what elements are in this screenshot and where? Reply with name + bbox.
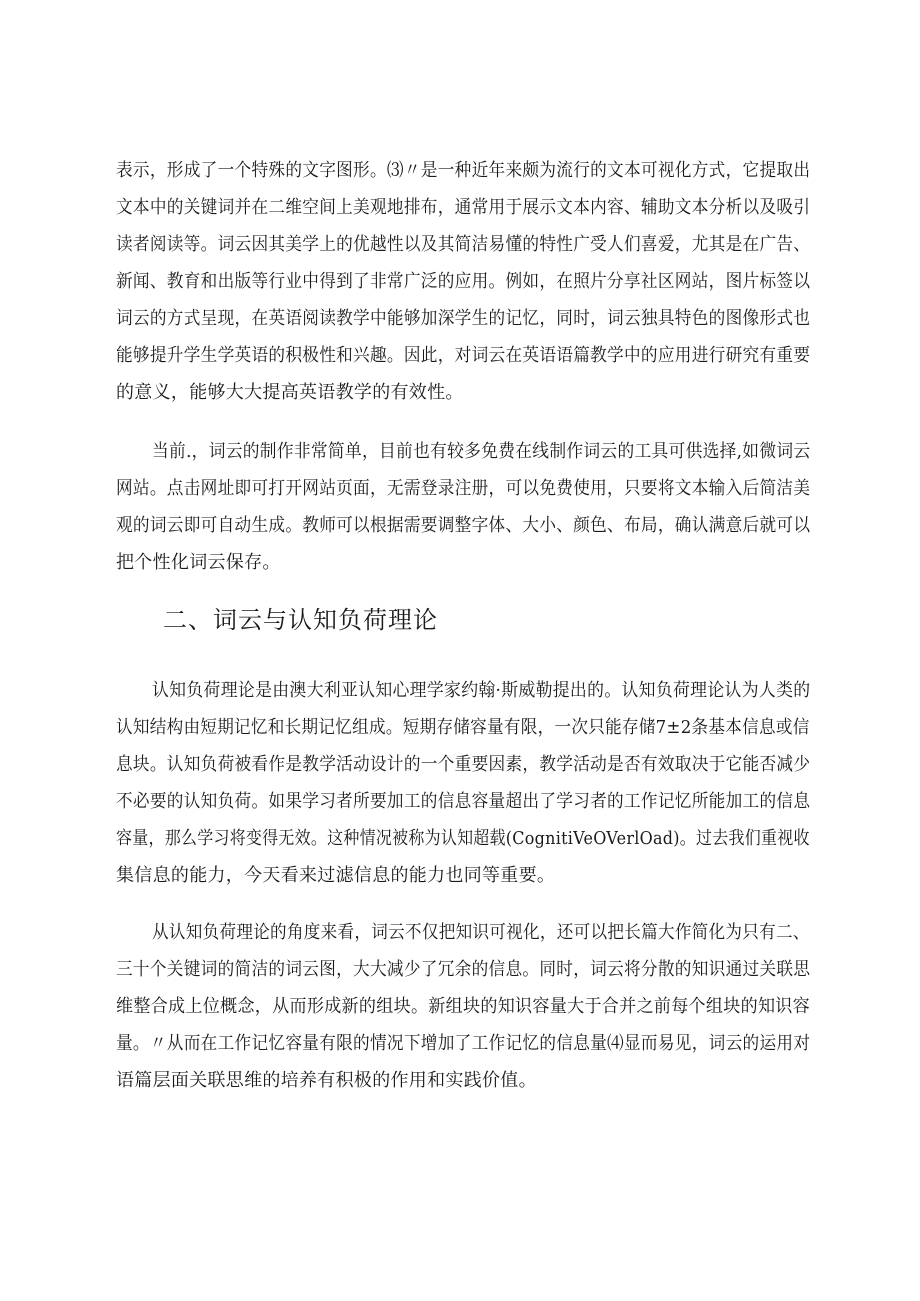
section-heading: 二、词云与认知负荷理论 <box>163 606 438 634</box>
paragraph-line: 容量，那么学习将变得无效。这种情况被称为认知超载(CognitiVeOVerlOad)。过去我们重视收 <box>116 828 810 849</box>
paragraph-line: 量。〃从而在工作记忆容量有限的情况下增加了工作记忆的信息量⑷显而易见，词云的运用对 <box>116 1033 811 1054</box>
paragraph-line: 认知结构由短期记忆和长期记忆组成。短期存储容量有限，一次只能存储7±2条基本信息或信 <box>116 717 810 738</box>
paragraph-line: 把个性化词云保存。 <box>116 552 281 573</box>
paragraph-line: 当前.，词云的制作非常简单，目前也有较多免费在线制作词云的工具可供选择,如微词云 <box>152 441 811 462</box>
paragraph-line: 能够提升学生学英语的积极性和兴趣。因此，对词云在英语语篇教学中的应用进行研究有重要 <box>116 345 811 366</box>
paragraph-line: 读者阅读等。词云因其美学上的优越性以及其简洁易懂的特性广受人们喜爱，尤其是在广告、 <box>116 234 811 255</box>
paragraph-line: 文本中的关键词并在二维空间上美观地排布，通常用于展示文本内容、辅助文本分析以及吸引 <box>116 197 811 218</box>
paragraph-line: 从认知负荷理论的角度来看，词云不仅把知识可视化，还可以把长篇大作简化为只有二、 <box>152 922 810 943</box>
paragraph-line: 集信息的能力，今天看来过滤信息的能力也同等重要。 <box>116 865 556 886</box>
paragraph-line: 新闻、教育和出版等行业中得到了非常广泛的应用。例如，在照片分享社区网站，图片标签以 <box>116 271 811 292</box>
paragraph-line: 语篇层面关联思维的培养有积极的作用和实践价值。 <box>116 1070 537 1091</box>
paragraph-line: 不必要的认知负荷。如果学习者所要加工的信息容量超出了学习者的工作记忆所能加工的信息 <box>116 791 811 812</box>
paragraph-line: 观的词云即可自动生成。教师可以根据需要调整字体、大小、颜色、布局，确认满意后就可以 <box>116 515 811 536</box>
paragraph-line: 息块。认知负荷被看作是教学活动设计的一个重要因素，教学活动是否有效取决于它能否减少 <box>116 754 811 775</box>
paragraph-line: 认知负荷理论是由澳大利亚认知心理学家约翰·斯威勒提出的。认知负荷理论认为人类的 <box>152 680 811 701</box>
paragraph-line: 词云的方式呈现，在英语阅读教学中能够加深学生的记忆，同时，词云独具特色的图像形式也 <box>116 308 811 329</box>
paragraph-line: 表示，形成了一个特殊的文字图形。⑶〃是一种近年来颇为流行的文本可视化方式，它提取出 <box>116 160 811 181</box>
paragraph-line: 网站。点击网址即可打开网站页面，无需登录注册，可以免费使用，只要将文本输入后简洁美 <box>116 478 811 499</box>
paragraph-line: 三十个关键词的简洁的词云图，大大减少了冗余的信息。同时，词云将分散的知识通过关联思 <box>116 959 811 980</box>
paragraph-line: 的意义，能够大大提高英语教学的有效性。 <box>116 382 464 403</box>
paragraph-line: 维整合成上位概念，从而形成新的组块。新组块的知识容量大于合并之前每个组块的知识容 <box>116 996 811 1017</box>
